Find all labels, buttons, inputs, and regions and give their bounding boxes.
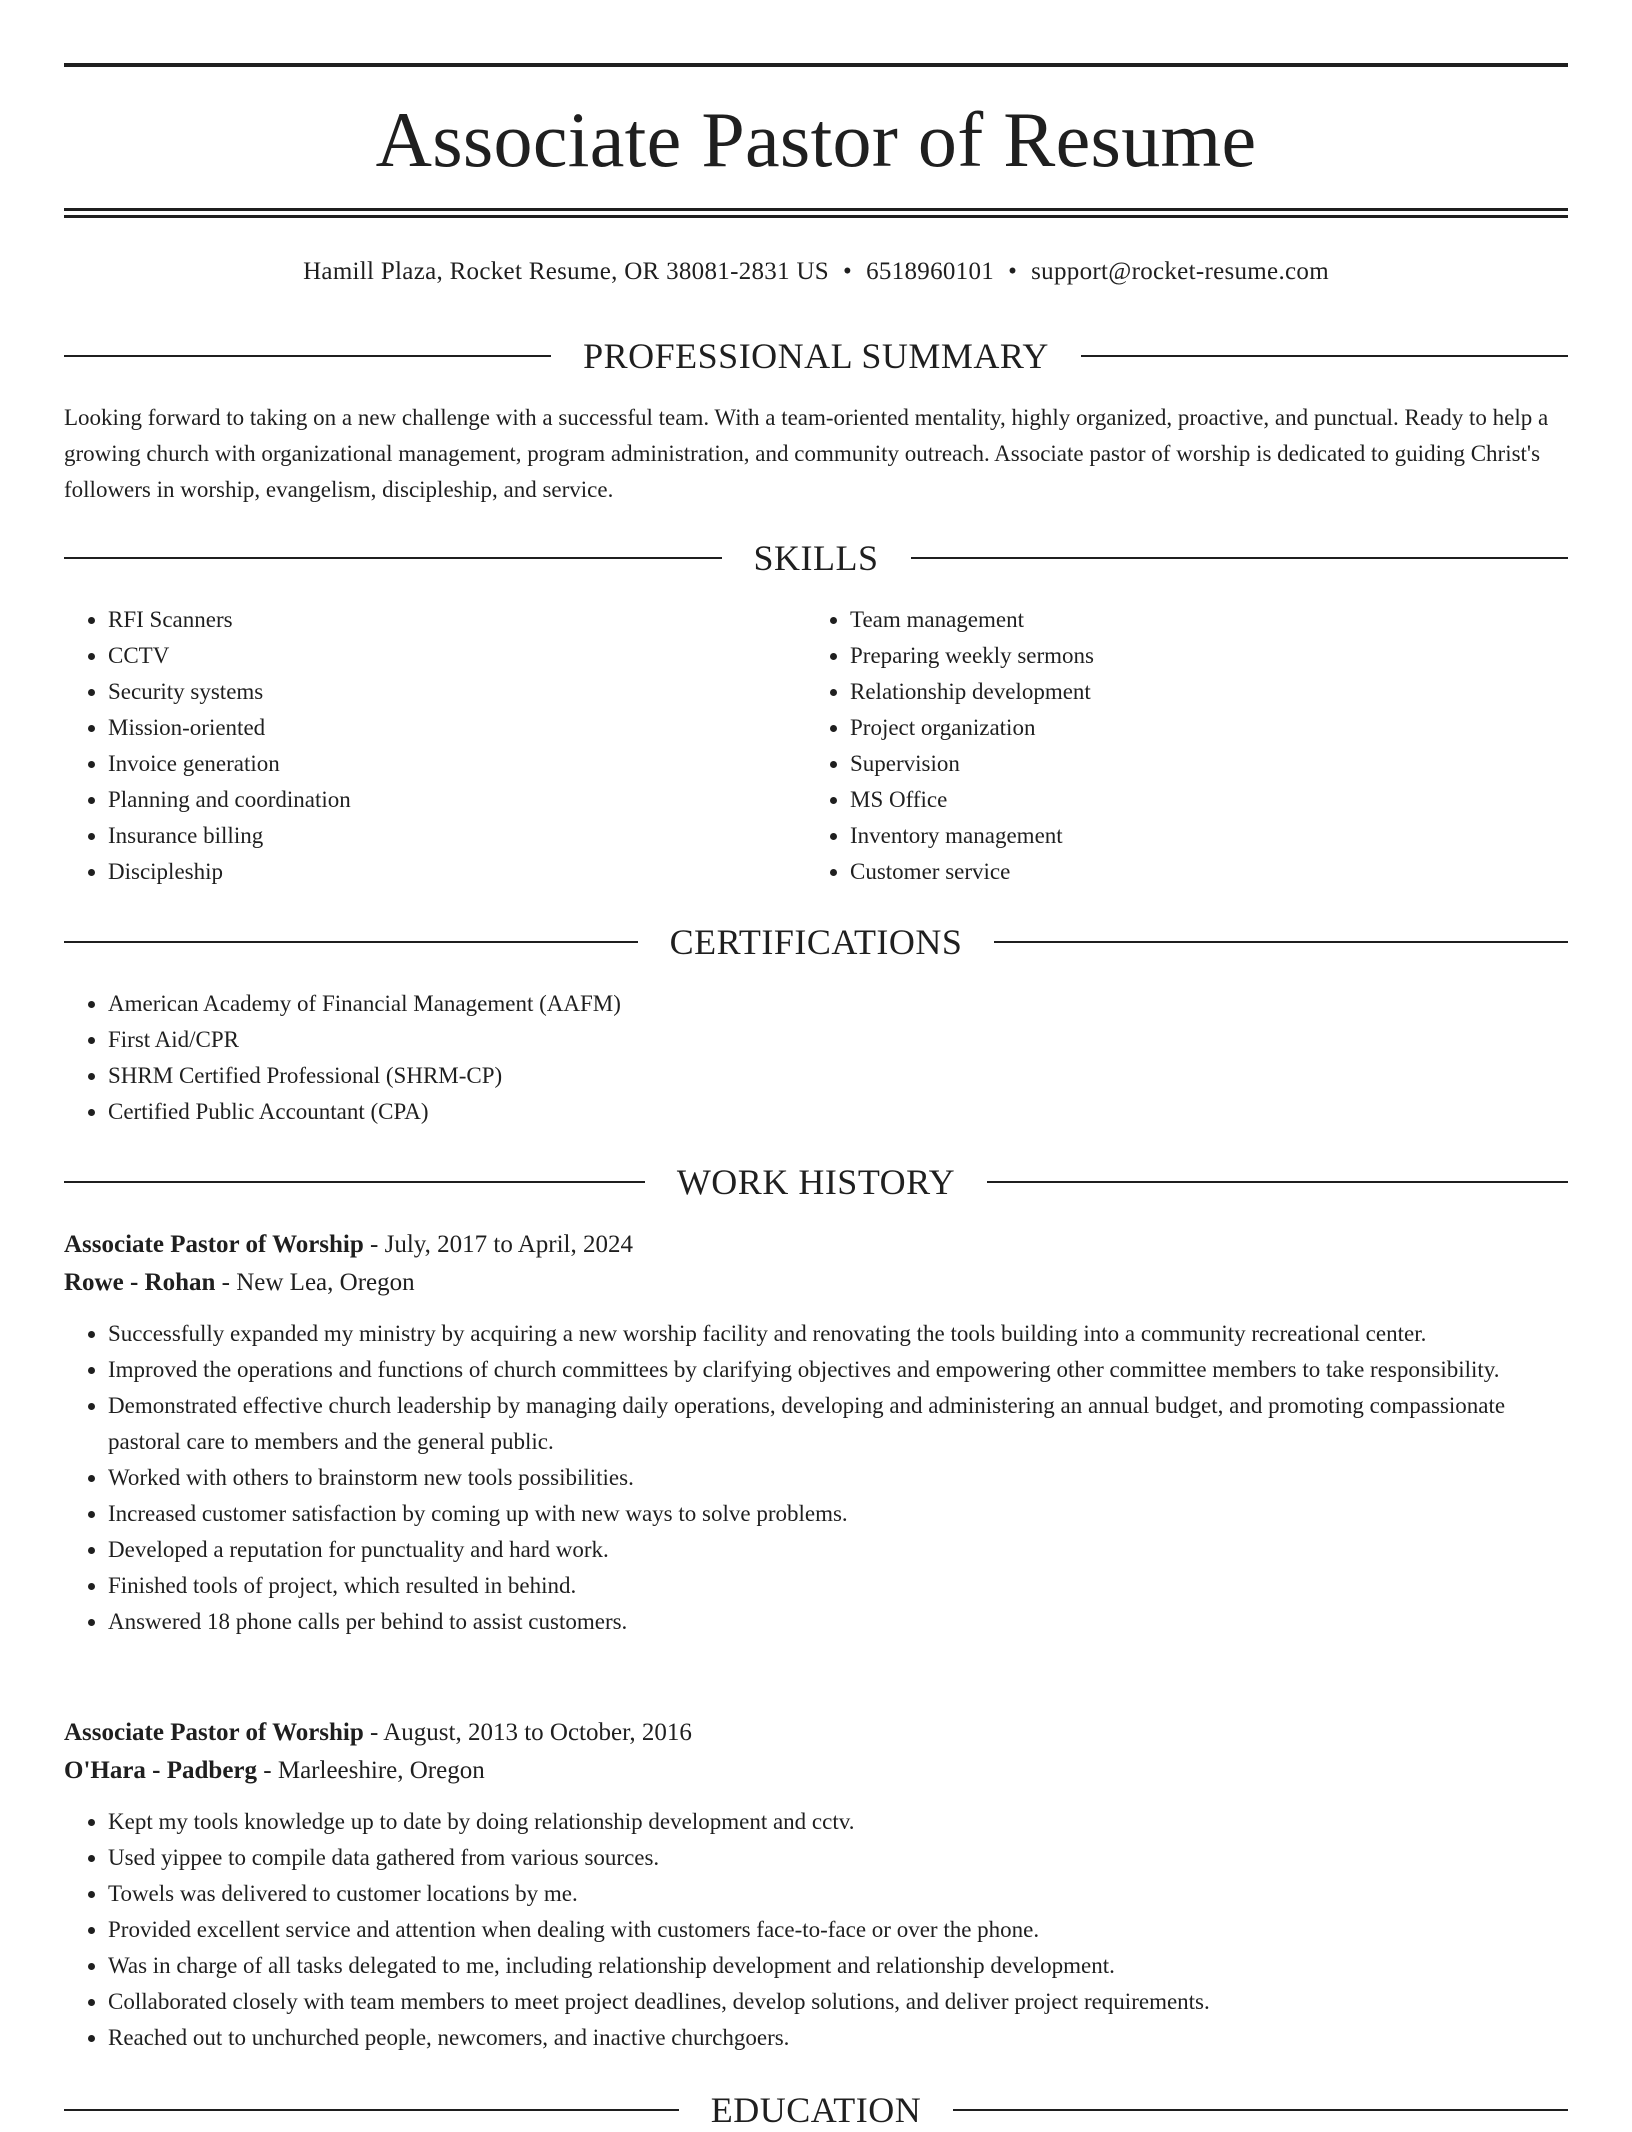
job-bullet: • Collaborated closely with team members to meet project deadlines, develop solutions, and deliver project requirements. — [108, 1984, 1568, 2020]
skill-item: • CCTV — [108, 638, 764, 674]
job-employer-line — [64, 1752, 1568, 1790]
job-employer-line — [64, 1264, 1568, 1302]
section-title: EDUCATION — [710, 2090, 922, 2130]
job-role: Associate Pastor of Worship — [64, 1231, 364, 1258]
top-rule — [64, 63, 1568, 67]
contact-phone: 6518960101 — [866, 258, 995, 285]
job-bullets — [64, 1316, 1568, 1640]
job-title-line — [64, 1714, 1568, 1752]
job-bullet: • Finished tools of project, which resulted in behind. — [108, 1568, 1568, 1604]
skill-item: • Preparing weekly sermons — [850, 638, 1506, 674]
job-bullet: • Worked with others to brainstorm new tools possibilities. — [108, 1460, 1568, 1496]
job-bullets — [64, 1804, 1568, 2056]
job-employer: O'Hara - Padberg — [64, 1757, 258, 1784]
job-bullet: • Towels was delivered to customer locations by me. — [108, 1876, 1568, 1912]
skill-item: • Customer service — [850, 854, 1506, 890]
job-bullet: • Reached out to unchurched people, newcomers, and inactive churchgoers. — [108, 2020, 1568, 2056]
job-bullet: • Answered 18 phone calls per behind to assist customers. — [108, 1604, 1568, 1640]
heading-rule — [64, 355, 551, 357]
skill-item: • Mission-oriented — [108, 710, 764, 746]
skills-column-left — [64, 602, 764, 890]
job-entry — [64, 1226, 1568, 1640]
certification-item: • Certified Public Accountant (CPA) — [108, 1094, 1568, 1130]
skill-item: • Team management — [850, 602, 1506, 638]
section-title: PROFESSIONAL SUMMARY — [583, 336, 1049, 376]
job-dates: - July, 2017 to April, 2024 — [363, 1231, 633, 1258]
job-bullet: • Demonstrated effective church leadership by managing daily operations, developing and administering an annual budget, and promoting compassionate pastoral care to members and the general public. — [108, 1388, 1568, 1460]
heading-rule — [1081, 355, 1568, 357]
heading-rule — [987, 1181, 1568, 1183]
job-bullet: • Used yippee to compile data gathered from various sources. — [108, 1840, 1568, 1876]
section-heading-certifications — [64, 920, 1568, 964]
section-title: CERTIFICATIONS — [669, 922, 963, 962]
section-heading-skills — [64, 536, 1568, 580]
heading-rule — [911, 557, 1569, 559]
certifications-list — [64, 986, 1568, 1130]
job-title-line — [64, 1226, 1568, 1264]
skill-item: • RFI Scanners — [108, 602, 764, 638]
header-rule-upper — [64, 208, 1568, 211]
job-bullet: • Provided excellent service and attention when dealing with customers face-to-face or over the phone. — [108, 1912, 1568, 1948]
skill-item: • MS Office — [850, 782, 1506, 818]
certifications-block — [64, 986, 1568, 1130]
contact-address: Hamill Plaza, Rocket Resume, OR 38081-2831 US — [303, 258, 830, 285]
certification-item: • American Academy of Financial Management (AAFM) — [108, 986, 1568, 1022]
job-bullet: • Increased customer satisfaction by coming up with new ways to solve problems. — [108, 1496, 1568, 1532]
heading-rule — [64, 557, 722, 559]
skill-item: • Security systems — [108, 674, 764, 710]
skill-item: • Insurance billing — [108, 818, 764, 854]
heading-rule — [64, 941, 638, 943]
job-location: - New Lea, Oregon — [215, 1269, 415, 1296]
contact-separator: • — [1008, 258, 1018, 285]
heading-rule — [64, 2109, 679, 2111]
job-bullet: • Improved the operations and functions of church committees by clarifying objectives and empowering other committee members to take responsibility. — [108, 1352, 1568, 1388]
job-entry — [64, 1714, 1568, 2056]
heading-rule — [953, 2109, 1568, 2111]
section-heading-work-history — [64, 1160, 1568, 1204]
job-role: Associate Pastor of Worship — [64, 1719, 364, 1746]
contact-separator: • — [843, 258, 853, 285]
skill-item: • Supervision — [850, 746, 1506, 782]
job-bullet: • Successfully expanded my ministry by acquiring a new worship facility and renovating the tools building into a community recreational center. — [108, 1316, 1568, 1352]
certification-item: • SHRM Certified Professional (SHRM-CP) — [108, 1058, 1568, 1094]
job-bullet: • Developed a reputation for punctuality and hard work. — [108, 1532, 1568, 1568]
resume-name: Associate Pastor of Resume — [375, 96, 1257, 183]
skill-item: • Project organization — [850, 710, 1506, 746]
section-title: SKILLS — [753, 538, 879, 578]
job-bullet: • Kept my tools knowledge up to date by doing relationship development and cctv. — [108, 1804, 1568, 1840]
heading-rule — [994, 941, 1568, 943]
job-dates: - August, 2013 to October, 2016 — [363, 1719, 692, 1746]
heading-rule — [64, 1181, 645, 1183]
skill-item: • Planning and coordination — [108, 782, 764, 818]
skills-column-right — [806, 602, 1506, 890]
summary-text: Looking forward to taking on a new challenge with a successful team. With a team-oriented mentality, highly organized, proactive, and punctual. Ready to help a growing church with organizational management, program administration, and community outreach. Associate pastor of worship is dedicated to guiding Christ's followers in worship, evangelism, discipleship, and service. — [64, 405, 1549, 502]
skills-list-right — [806, 602, 1506, 890]
skill-item: • Relationship development — [850, 674, 1506, 710]
skill-item: • Discipleship — [108, 854, 764, 890]
skill-item: • Inventory management — [850, 818, 1506, 854]
contact-email: support@rocket-resume.com — [1031, 258, 1329, 285]
header-rule-lower — [64, 215, 1568, 218]
section-heading-summary — [64, 334, 1568, 378]
skills-list-left — [64, 602, 764, 890]
contact-line — [64, 254, 1568, 290]
job-employer: Rowe - Rohan — [64, 1269, 216, 1296]
job-location: - Marleeshire, Oregon — [257, 1757, 485, 1784]
job-bullet: • Was in charge of all tasks delegated to me, including relationship development and relationship development. — [108, 1948, 1568, 1984]
section-heading-education — [64, 2088, 1568, 2132]
skill-item: • Invoice generation — [108, 746, 764, 782]
section-title: WORK HISTORY — [676, 1162, 956, 1202]
certification-item: • First Aid/CPR — [108, 1022, 1568, 1058]
